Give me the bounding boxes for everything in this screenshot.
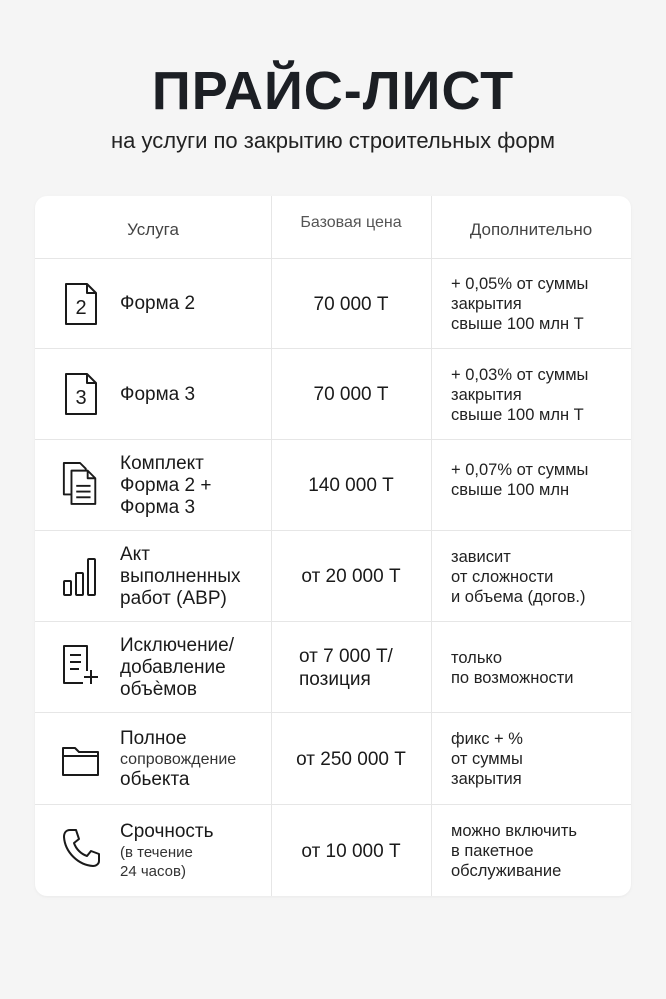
extra-info	[451, 713, 621, 805]
table-row	[35, 712, 631, 805]
table-row	[35, 804, 631, 896]
icon-digit: 3	[75, 387, 87, 409]
service-line: Срочность	[120, 821, 214, 842]
service-line: добавление	[120, 656, 226, 678]
price-value	[271, 622, 431, 713]
price-value: 70 000 Т	[313, 293, 389, 315]
price-line: от 7 000 Т/	[299, 645, 393, 667]
header-extra: Дополнительно	[469, 220, 593, 239]
extra-line: свыше 100 млн Т	[451, 405, 584, 424]
extra-info	[451, 440, 621, 531]
extra-line: свыше 100 млн Т	[451, 315, 584, 333]
extra-line: зависит	[451, 547, 511, 566]
document-plus-icon	[61, 642, 101, 688]
table-row	[35, 439, 631, 531]
extra-info	[451, 259, 621, 349]
price-value: 140 000 Т	[308, 475, 394, 496]
price-value: от 250 000 Т	[296, 748, 406, 770]
table-row	[35, 530, 631, 622]
folder-icon	[61, 737, 101, 783]
page-title: ПРАЙС-ЛИСТ	[151, 61, 515, 121]
bar-chart-icon	[61, 553, 101, 599]
service-line: Комплект	[120, 452, 204, 474]
phone-icon	[61, 825, 101, 871]
icon-digit: 2	[75, 297, 87, 319]
service-name	[120, 805, 270, 896]
extra-line: обслуживание	[451, 862, 562, 880]
table-row	[35, 258, 631, 349]
service-line: объѐмов	[120, 678, 197, 700]
price-value: 70 000 Т	[313, 384, 389, 405]
extra-line: + 0,07% от суммы	[451, 461, 589, 479]
service-line: Форма 3	[120, 496, 196, 518]
document-2-icon	[61, 281, 101, 327]
extra-line: можно включить	[451, 822, 578, 840]
extra-line: закрытия	[451, 770, 522, 788]
header-service: Услуга	[127, 220, 179, 239]
service-subline: (в течение	[120, 844, 193, 861]
table-row	[35, 348, 631, 440]
price-value: от 10 000 Т	[301, 840, 401, 862]
table-header	[35, 196, 631, 258]
extra-line: закрытия	[451, 295, 522, 313]
header-price: Базовая цена	[300, 214, 402, 231]
service-name	[120, 622, 270, 713]
service-name	[120, 349, 270, 440]
service-name	[120, 259, 270, 349]
extra-line: + 0,05% от суммы	[451, 275, 589, 293]
extra-info	[451, 622, 621, 713]
service-subline: сопровождение	[120, 750, 237, 768]
service-line: Форма 2 +	[120, 474, 212, 496]
service-line: обьекта	[120, 768, 190, 790]
page-subtitle: на услуги по закрытию строительных форм	[111, 128, 555, 153]
service-line: Форма 2	[120, 293, 196, 314]
service-line: Акт	[120, 543, 150, 565]
extra-line: фикс + %	[451, 730, 523, 748]
price-line: позиция	[299, 668, 371, 690]
price-table	[35, 196, 631, 896]
extra-info	[451, 531, 621, 622]
service-line: работ (АВР)	[120, 587, 227, 609]
service-line: выполненных	[120, 565, 241, 587]
price-value: от 20 000 Т	[301, 566, 401, 587]
extra-line: в пакетное	[451, 842, 534, 860]
extra-line: свыше 100 млн	[451, 481, 570, 499]
extra-line: и объема (догов.)	[451, 587, 586, 606]
service-line: Исключение/	[120, 634, 235, 656]
extra-line: только	[451, 648, 502, 667]
extra-line: закрытия	[451, 385, 522, 404]
extra-line: от суммы	[451, 750, 523, 768]
service-name	[120, 440, 270, 531]
documents-stack-icon	[61, 460, 101, 506]
extra-line: по возможности	[451, 668, 574, 687]
extra-info	[451, 349, 621, 440]
document-3-icon	[61, 371, 101, 417]
extra-info	[451, 805, 621, 896]
extra-line: + 0,03% от суммы	[451, 365, 589, 384]
service-subline: 24 часов)	[120, 863, 186, 880]
table-row	[35, 621, 631, 713]
service-name	[120, 531, 270, 622]
service-line: Полное	[120, 727, 187, 749]
service-name	[120, 713, 270, 805]
service-line: Форма 3	[120, 383, 196, 405]
extra-line: от сложности	[451, 567, 554, 586]
